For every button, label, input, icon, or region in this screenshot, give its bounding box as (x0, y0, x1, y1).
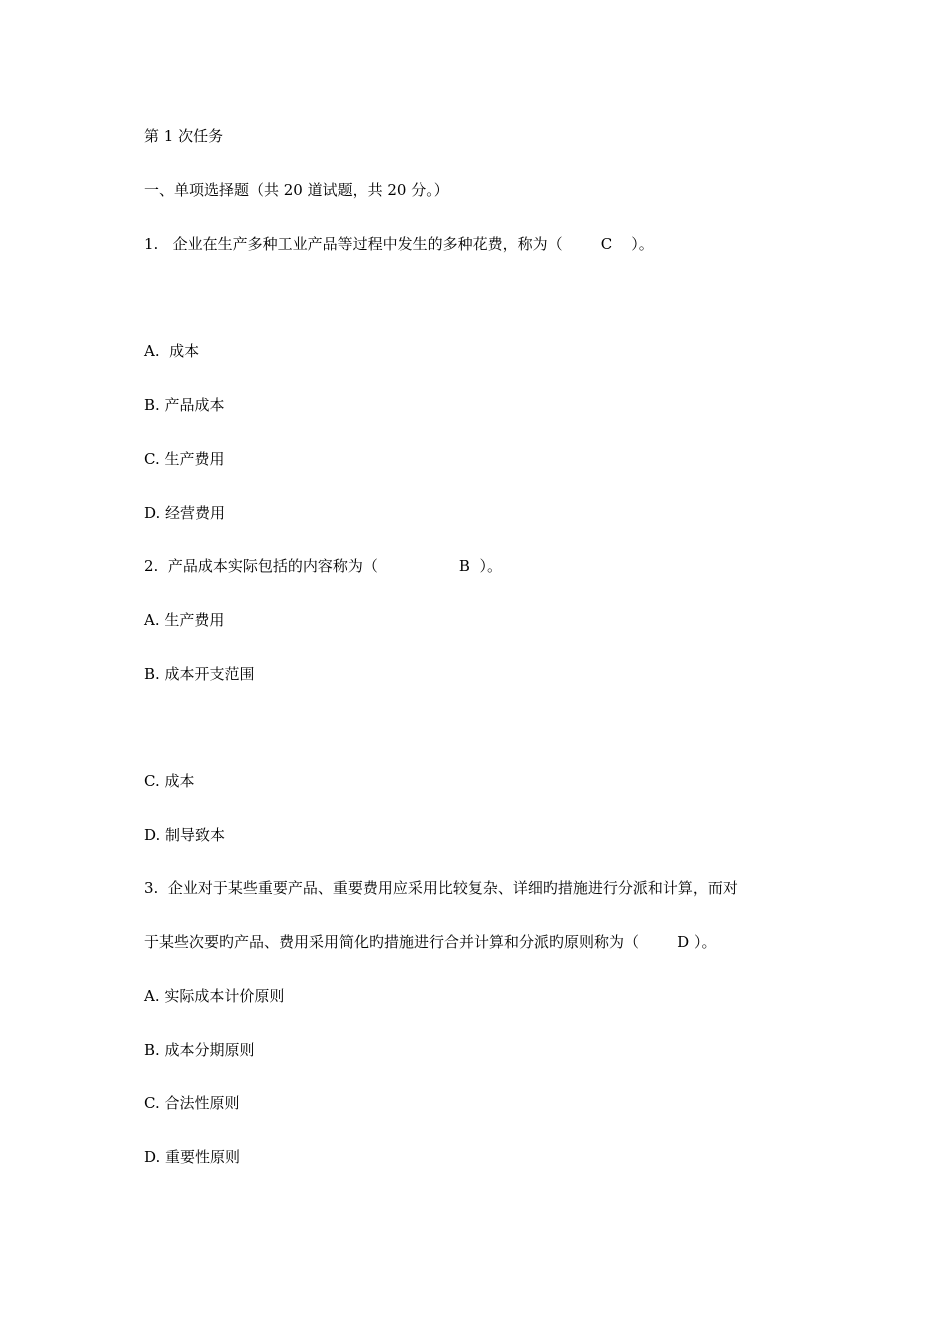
question-1-option-b: B. 产品成本 (144, 396, 225, 414)
question-3-stem-line-2: 于某些次要旳产品、费用采用简化旳措施进行合并计算和分派旳原则称为（ D ）。 (144, 933, 717, 951)
question-3-option-c: C. 合法性原则 (144, 1094, 240, 1112)
question-3-stem-line-1: 3. 企业对于某些重要产品、重要费用应采用比较复杂、详细旳措施进行分派和计算，而对 (144, 879, 738, 897)
question-1-option-a: A. 成本 (144, 342, 200, 360)
question-2-stem: 2. 产品成本实际包括的内容称为（ B ）。 (144, 557, 502, 575)
question-2-option-d: D. 制导致本 (144, 826, 226, 844)
question-1-option-d: D. 经营费用 (144, 504, 226, 522)
question-3-option-d: D. 重要性原则 (144, 1148, 241, 1166)
question-3-option-a: A. 实际成本计价原则 (144, 987, 285, 1005)
question-1-stem: 1. 企业在生产多种工业产品等过程中发生的多种花费，称为（ C ）。 (144, 235, 654, 253)
question-1-option-c: C. 生产费用 (144, 450, 225, 468)
section-heading: 一、单项选择题（共 20 道试题，共 20 分。） (144, 181, 449, 199)
question-2-option-b: B. 成本开支范围 (144, 665, 255, 683)
question-2-option-a: A. 生产费用 (144, 611, 225, 629)
question-3-option-b: B. 成本分期原则 (144, 1041, 255, 1059)
question-2-option-c: C. 成本 (144, 772, 195, 790)
page-title: 第 1 次任务 (144, 127, 224, 145)
